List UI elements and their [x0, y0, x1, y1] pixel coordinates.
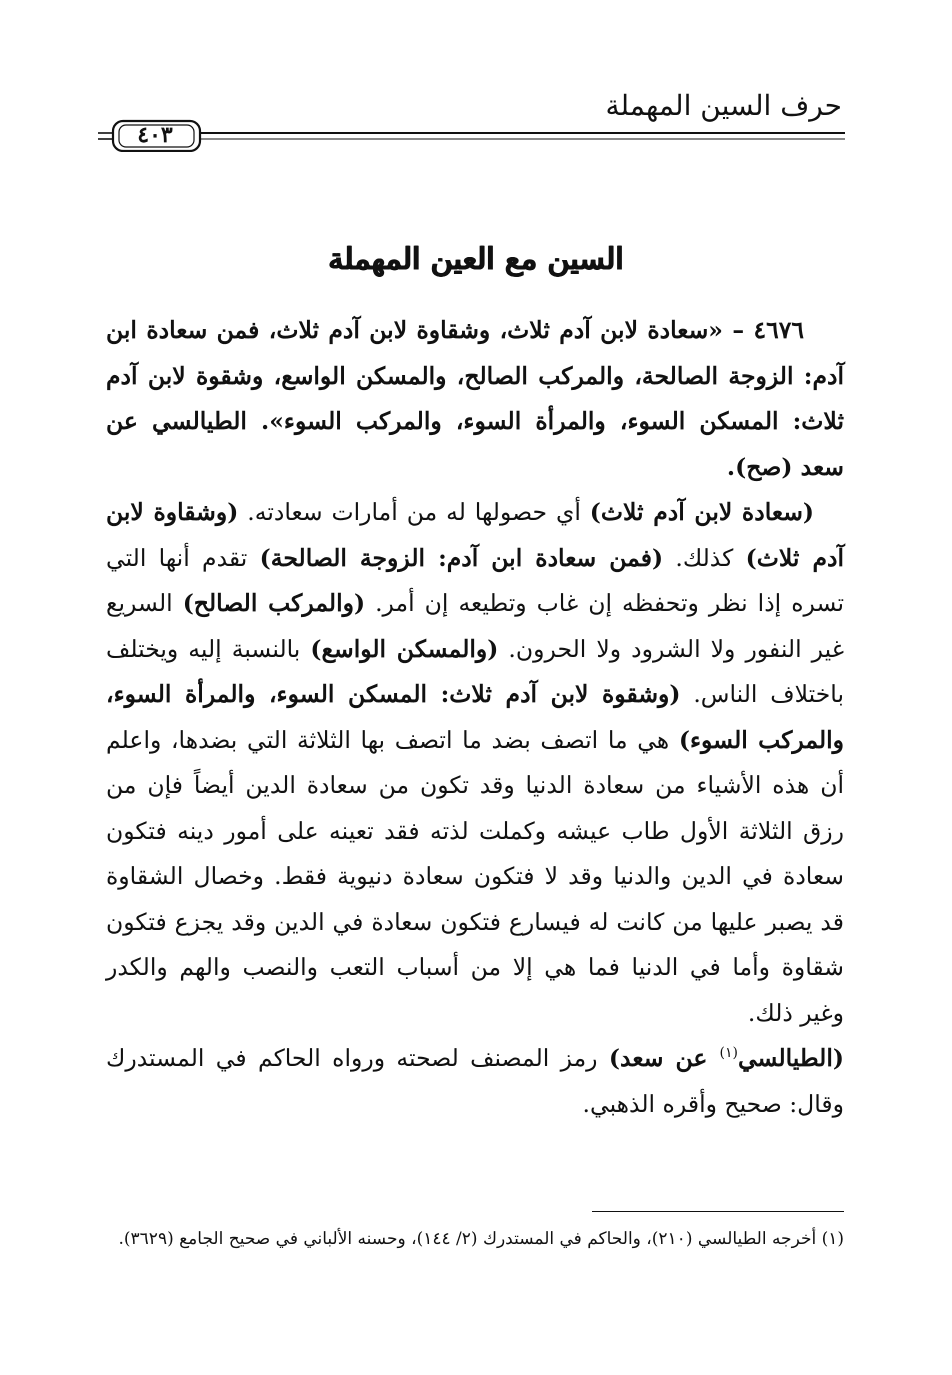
- commentary-segment: (والمركب الصالح): [182, 589, 366, 617]
- footnotes: [106, 1224, 844, 1255]
- commentary-segment: (وشقوة لابن آدم ثلاث: المسكن السوء، والمرأة السوء، والمركب السوء): [106, 680, 844, 754]
- commentary-segment: (والمسكن الواسع): [310, 634, 499, 663]
- page-number: ٤٠٣: [137, 122, 173, 148]
- footnote-marker[interactable]: (١): [719, 1045, 738, 1062]
- page-number-frame: [98, 118, 845, 152]
- source-tail: عن سعد): [608, 1044, 720, 1072]
- footnote-rule: [592, 1211, 844, 1212]
- footnote-1: (١) أخرجه الطيالسي (٢١٠)، والحاكم في المستدرك (٢/ ١٤٤)، وحسنه الألباني في صحيح الجامع (٣٦٢٩).: [118, 1229, 844, 1249]
- commentary-segment: (فمن سعادة ابن آدم: الزوجة الصالحة): [259, 543, 664, 572]
- commentary-segment: أي حصولها له من أمارات سعادته.: [238, 498, 590, 526]
- hadith-number: ٤٦٧٦ –: [723, 316, 804, 344]
- hadith-entry: [106, 308, 844, 490]
- source-lead: (الطيالسي: [737, 1044, 844, 1072]
- commentary-segment: كذلك.: [663, 543, 746, 572]
- source-after: رمز المصنف لصحته ورواه الحاكم في المستدرك وقال: صحيح وأقره الذهبي.: [106, 1044, 844, 1118]
- hadith-text: «سعادة لابن آدم ثلاث، وشقاوة لابن آدم ثلاث، فمن سعادة ابن آدم: الزوجة الصالحة، والمركب الصالح، والمسكن الواسع، وشقوة لابن آدم ثلاث: المسكن السوء، والمرأة السوء، والمركب السوء». الطيالسي عن سعد (صح).: [106, 316, 844, 481]
- commentary-segment: (سعادة لابن آدم ثلاث): [589, 498, 814, 526]
- section-heading: السين مع العين المهملة: [328, 242, 624, 277]
- commentary-segment: بالنسبة إليه ويختلف باختلاف الناس.: [106, 634, 844, 708]
- header-rule: [98, 118, 845, 152]
- body-text: [106, 308, 844, 1127]
- running-title: حرف السين المهملة: [605, 89, 842, 122]
- commentary-segment: هي ما اتصف بضد ما اتصف بها الثلاثة التي بضدها، واعلم أن هذه الأشياء من سعادة الدنيا وقد تكون من سعادة الدين أيضاً فإن من رزق الثلاثة الأول طاب عيشه وكملت لذته فقد تعينه على أمور دينه فتكون سعادة في الدين والدنيا وقد لا فتكون سعادة دنيوية فقط. وخصال الشقاوة قد يصبر عليها من كانت له فيسارع فتكون سعادة في الدين وقد يجزع فتكون شقاوة وأما في الدنيا فما هي إلا من أسباب التعب والنصب والهم والكدر وغير ذلك.: [106, 725, 844, 1027]
- commentary-segment: (وشقاوة لابن آدم ثلاث): [106, 498, 844, 572]
- commentary-segment: تقدم أنها التي تسره إذا نظر وتحفظه إن غاب وتطيعه إن أمر.: [106, 543, 844, 617]
- commentary-segment: السريع غير النفور ولا الشرود ولا الحرون.: [106, 589, 844, 663]
- source-line: [106, 1036, 844, 1127]
- commentary: [106, 490, 844, 1036]
